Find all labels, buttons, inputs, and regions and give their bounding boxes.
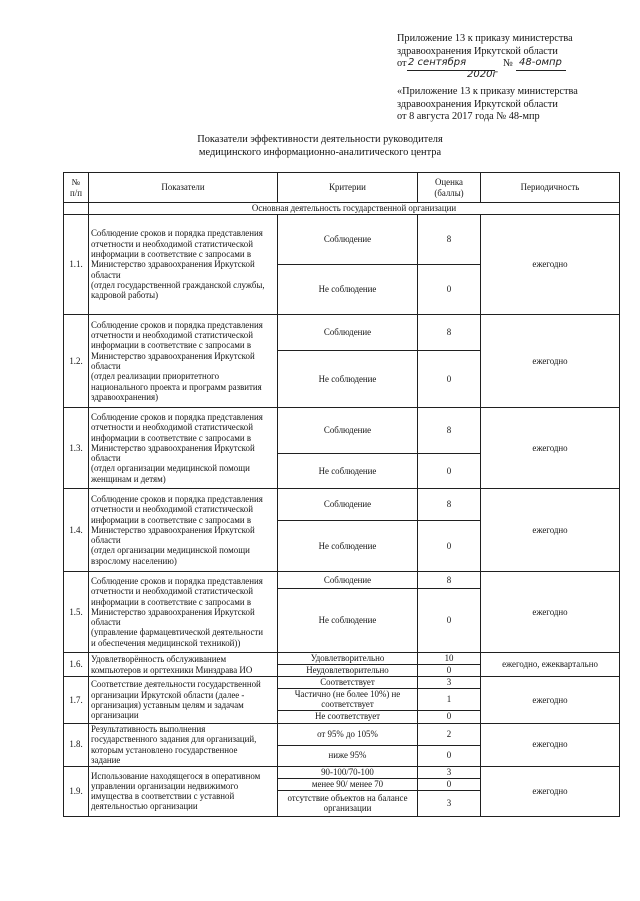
indicator-line: отчетности и необходимой статистической xyxy=(91,238,253,249)
indicator-line: кадровой работы) xyxy=(91,290,159,301)
score-cell: 8 xyxy=(418,408,481,454)
header-indicator: Показатели xyxy=(89,173,278,203)
indicator-line: национального проекта и программ развития xyxy=(91,381,262,392)
header-line-2: здравоохранения Иркутской области xyxy=(397,45,558,57)
indicator-line: (отдел государственной гражданской службы, xyxy=(91,279,265,290)
table-row xyxy=(64,572,620,589)
indicator-line: имущества в соответствии с уставной xyxy=(91,791,235,802)
indicator-line: отчетности и необходимой статистической xyxy=(91,504,253,515)
indicator-line: области xyxy=(91,361,121,371)
period-cell: ежегодно xyxy=(481,677,620,724)
indicator-line: организация) уставным целям и задачам xyxy=(91,699,244,710)
score-cell: 8 xyxy=(418,572,481,589)
indicator-line: информации в соответствие с запросами в xyxy=(91,432,252,443)
period-cell: ежегодно xyxy=(481,723,620,766)
criteria-cell: 90-100/70-100 xyxy=(278,766,418,778)
criteria-cell: Не соблюдение xyxy=(278,454,418,489)
indicator-cell xyxy=(89,315,278,408)
title-line-2: медицинского информационно-аналитического центра xyxy=(198,147,442,158)
criteria-cell: Не соблюдение xyxy=(278,589,418,653)
indicator-line: Соблюдение сроков и порядка представления xyxy=(91,575,263,586)
indicator-line: области xyxy=(91,453,121,464)
indicator-line: Результативность выполнения xyxy=(91,724,206,734)
indicator-line: информации в соответствие с запросами в xyxy=(91,596,252,607)
handwritten-date: 2 сентября xyxy=(408,57,467,69)
indicator-line: Использование находящегося в оперативном xyxy=(91,770,261,781)
indicator-cell xyxy=(89,766,278,816)
indicator-line: компьютеров и оргтехники Минздрава ИО xyxy=(91,664,253,675)
indicator-line: здравоохранения) xyxy=(91,391,159,402)
score-cell: 1 xyxy=(418,689,481,711)
table-row xyxy=(64,677,620,689)
indicator-line: информации в соответствие с запросами в xyxy=(91,340,252,351)
criteria-cell: Не соблюдение xyxy=(278,521,418,572)
header-period: Периодичность xyxy=(481,173,620,203)
section-title: Основная деятельность государственной организации xyxy=(89,203,620,215)
indicator-line: управлении организации недвижимого xyxy=(91,780,239,791)
order-header xyxy=(397,33,627,124)
score-cell: 8 xyxy=(418,315,481,351)
indicator-line: информации в соответствие с запросами в xyxy=(91,249,252,260)
indicator-line: Министерство здравоохранения Иркутской xyxy=(91,259,255,270)
score-cell: 0 xyxy=(418,589,481,653)
criteria-cell: Соблюдение xyxy=(278,215,418,265)
criteria-cell: Соблюдение xyxy=(278,315,418,351)
table-row xyxy=(64,215,620,265)
indicator-cell xyxy=(89,677,278,724)
number-sign: № xyxy=(503,58,513,70)
score-cell: 0 xyxy=(418,745,481,766)
period-cell: ежегодно xyxy=(481,315,620,408)
indicator-line: взрослому населению) xyxy=(91,555,177,566)
row-number: 1.7. xyxy=(64,677,89,724)
indicators-table xyxy=(63,172,620,817)
indicator-line: Соответствие деятельности государственной xyxy=(91,679,261,690)
indicator-cell xyxy=(89,572,278,653)
indicator-line: (отдел организации медицинской помощи xyxy=(91,545,250,556)
row-number: 1.5. xyxy=(64,572,89,653)
criteria-cell: менее 90/ менее 70 xyxy=(278,778,418,790)
indicator-line: области xyxy=(91,535,121,546)
header-score: Оценка (баллы) xyxy=(418,173,481,203)
row-number: 1.9. xyxy=(64,766,89,816)
indicator-line: которым установлено государственное xyxy=(91,744,238,755)
indicator-line: Министерство здравоохранения Иркутской xyxy=(91,524,255,535)
indicator-line: (отдел реализации приоритетного xyxy=(91,371,220,382)
criteria-cell: Удовлетворительно xyxy=(278,653,418,665)
criteria-cell: Соблюдение xyxy=(278,489,418,521)
indicator-line: деятельностью организации xyxy=(91,801,198,812)
indicator-line: организации xyxy=(91,710,139,721)
date-prefix: от xyxy=(397,58,407,70)
criteria-cell: ниже 95% xyxy=(278,745,418,766)
indicator-line: Удовлетворённость обслуживанием xyxy=(91,654,227,665)
indicator-cell xyxy=(89,408,278,489)
indicator-cell xyxy=(89,215,278,315)
indicator-line: Министерство здравоохранения Иркутской xyxy=(91,442,255,453)
criteria-cell: Соблюдение xyxy=(278,572,418,589)
indicator-line: отчетности и необходимой статистической xyxy=(91,586,253,597)
indicator-line: области xyxy=(91,617,121,628)
score-cell: 0 xyxy=(418,710,481,723)
score-cell: 0 xyxy=(418,351,481,408)
criteria-cell: Не соблюдение xyxy=(278,351,418,408)
table-row xyxy=(64,408,620,454)
table-row xyxy=(64,766,620,778)
score-cell: 10 xyxy=(418,653,481,665)
table-header-row xyxy=(64,173,620,203)
period-cell: ежегодно xyxy=(481,215,620,315)
row-number: 1.2. xyxy=(64,315,89,408)
indicator-line: информации в соответствие с запросами в xyxy=(91,514,252,525)
row-number: 1.6. xyxy=(64,653,89,677)
score-cell: 0 xyxy=(418,665,481,677)
indicator-line: области xyxy=(91,269,121,280)
period-cell: ежегодно, ежеквартально xyxy=(481,653,620,677)
score-cell: 2 xyxy=(418,723,481,745)
title-line-1: Показатели эффективности деятельности руководителя xyxy=(197,134,443,145)
score-cell: 0 xyxy=(418,454,481,489)
indicator-line: задание xyxy=(91,754,121,765)
indicator-line: государственного задания для организаций, xyxy=(91,734,257,745)
indicator-line: отчетности и необходимой статистической xyxy=(91,422,253,433)
document-title xyxy=(110,133,530,159)
table-row xyxy=(64,489,620,521)
indicator-line: Соблюдение сроков и порядка представления xyxy=(91,411,263,422)
header-line-5: здравоохранения Иркутской области xyxy=(397,98,558,110)
handwritten-number: 48-омпр xyxy=(519,57,562,69)
indicator-line: Соблюдение сроков и порядка представления xyxy=(91,493,263,504)
header-line-1: Приложение 13 к приказу министерства xyxy=(397,33,573,44)
period-cell: ежегодно xyxy=(481,766,620,816)
criteria-cell: Частично (не более 10%) не соответствует xyxy=(278,689,418,711)
header-line-4: «Приложение 13 к приказу министерства xyxy=(397,86,578,98)
indicator-line: женщинам и детям) xyxy=(91,473,166,484)
score-cell: 3 xyxy=(418,766,481,778)
header-line-6: от 8 августа 2017 года № 48-мпр xyxy=(397,111,540,123)
table-row xyxy=(64,653,620,665)
score-cell: 0 xyxy=(418,778,481,790)
indicator-line: (отдел организации медицинской помощи xyxy=(91,463,250,474)
indicator-line: Министерство здравоохранения Иркутской xyxy=(91,606,255,617)
indicator-line: организации Иркутской области (далее - xyxy=(91,689,245,700)
indicator-line: Министерство здравоохранения Иркутской xyxy=(91,350,255,361)
score-cell: 3 xyxy=(418,677,481,689)
period-cell: ежегодно xyxy=(481,489,620,572)
header-num: № п/п xyxy=(64,173,89,203)
score-cell: 0 xyxy=(418,265,481,315)
row-number: 1.4. xyxy=(64,489,89,572)
indicator-cell xyxy=(89,653,278,677)
row-number: 1.1. xyxy=(64,215,89,315)
row-number: 1.8. xyxy=(64,723,89,766)
period-cell: ежегодно xyxy=(481,408,620,489)
handwritten-year: 2020г xyxy=(467,69,498,81)
section-row xyxy=(64,203,620,215)
indicator-line: и обеспечения медицинской техникой)) xyxy=(91,637,241,648)
indicator-line: отчетности и необходимой статистической xyxy=(91,330,253,341)
handwritten-year-line xyxy=(397,71,627,84)
header-criteria: Критерии xyxy=(278,173,418,203)
indicator-line: Соблюдение сроков и порядка представления xyxy=(91,228,263,239)
period-cell: ежегодно xyxy=(481,572,620,653)
indicator-line: (управление фармацевтической деятельности xyxy=(91,627,264,638)
table-row xyxy=(64,315,620,351)
table-row xyxy=(64,723,620,745)
criteria-cell: Не соблюдение xyxy=(278,265,418,315)
criteria-cell: Не соответствует xyxy=(278,710,418,723)
score-cell: 0 xyxy=(418,521,481,572)
indicator-cell xyxy=(89,489,278,572)
criteria-cell: Неудовлетворительно xyxy=(278,665,418,677)
criteria-cell: Соблюдение xyxy=(278,408,418,454)
score-cell: 8 xyxy=(418,489,481,521)
criteria-cell: Соответствует xyxy=(278,677,418,689)
score-cell: 3 xyxy=(418,790,481,816)
score-cell: 8 xyxy=(418,215,481,265)
indicator-line: Соблюдение сроков и порядка представления xyxy=(91,319,263,330)
header-line-3 xyxy=(397,58,627,71)
criteria-cell: от 95% до 105% xyxy=(278,723,418,745)
criteria-cell: отсутствие объектов на балансе организации xyxy=(278,790,418,816)
indicator-cell xyxy=(89,723,278,766)
row-number: 1.3. xyxy=(64,408,89,489)
